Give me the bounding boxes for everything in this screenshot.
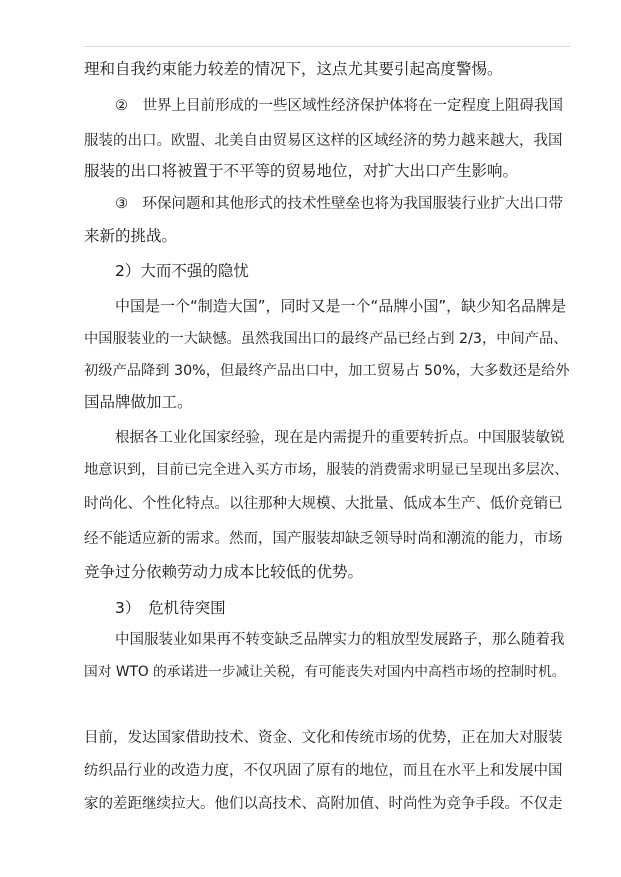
text-line: 根据各工业化国家经验，现在是内需提升的重要转折点。中国服装敏锐 xyxy=(115,430,565,446)
text-line: 纺织品行业的改造力度，不仅巩固了原有的地位，而且在水平上和发展中国 xyxy=(84,763,563,779)
text-line: 地意识到，目前已完全进入买方市场，服装的消费需求明显已呈现出多层次、 xyxy=(84,462,569,478)
section-heading: 3） 危机待突围 xyxy=(115,599,226,617)
text-line: 初级产品降到 30%，但最终产品出口中，加工贸易占 50%，大多数还是给外 xyxy=(84,363,570,379)
text-line: 目前，发达国家借助技术、资金、文化和传统市场的优势，正在加大对服装 xyxy=(84,730,563,746)
text-line: 中国服装业的一大缺憾。虽然我国出口的最终产品已经占到 2/3，中间产品、 xyxy=(84,331,568,347)
text-line: ② 世界上目前形成的一些区域性经济保护体将在一定程度上阻碍我国 xyxy=(115,98,563,114)
text-line: 理和自我约束能力较差的情况下，这点尤其要引起高度警惕。 xyxy=(84,60,503,78)
text-line: 服装的出口。欧盟、北美自由贸易区这样的区域经济的势力越来越大，我国 xyxy=(84,133,563,149)
text-line: ③ 环保问题和其他形式的技术性壁垒也将为我国服装行业扩大出口带 xyxy=(115,196,563,212)
text-line: 国对 WTO 的承诺进一步减让关税，有可能丧失对国内中高档市场的控制时机。 xyxy=(84,664,566,680)
text-line: 家的差距继续拉大。他们以高技术、高附加值、时尚性为竞争手段。不仅走 xyxy=(84,796,563,812)
text-line: 中国服装业如果再不转变缺乏品牌实力的粗放型发展路子，那么随着我 xyxy=(115,632,565,648)
header-rule xyxy=(84,46,570,47)
text-line: 中国是一个“制造大国”，同时又是一个“品牌小国”，缺少知名品牌是 xyxy=(115,297,567,315)
text-line: 服装的出口将被置于不平等的贸易地位，对扩大出口产生影响。 xyxy=(84,162,519,180)
text-line: 竞争过分依赖劳动力成本比较低的优势。 xyxy=(84,563,364,581)
text-line: 来新的挑战。 xyxy=(84,227,178,245)
text-line: 时尚化、个性化特点。以往那种大规模、大批量、低成本生产、低价竞销已 xyxy=(84,496,563,512)
text-line: 经不能适应新的需求。然而，国产服装却缺乏领导时尚和潮流的能力，市场 xyxy=(84,531,563,547)
section-heading: 2）大而不强的隐忧 xyxy=(115,262,249,280)
text-line: 国品牌做加工。 xyxy=(84,393,193,411)
